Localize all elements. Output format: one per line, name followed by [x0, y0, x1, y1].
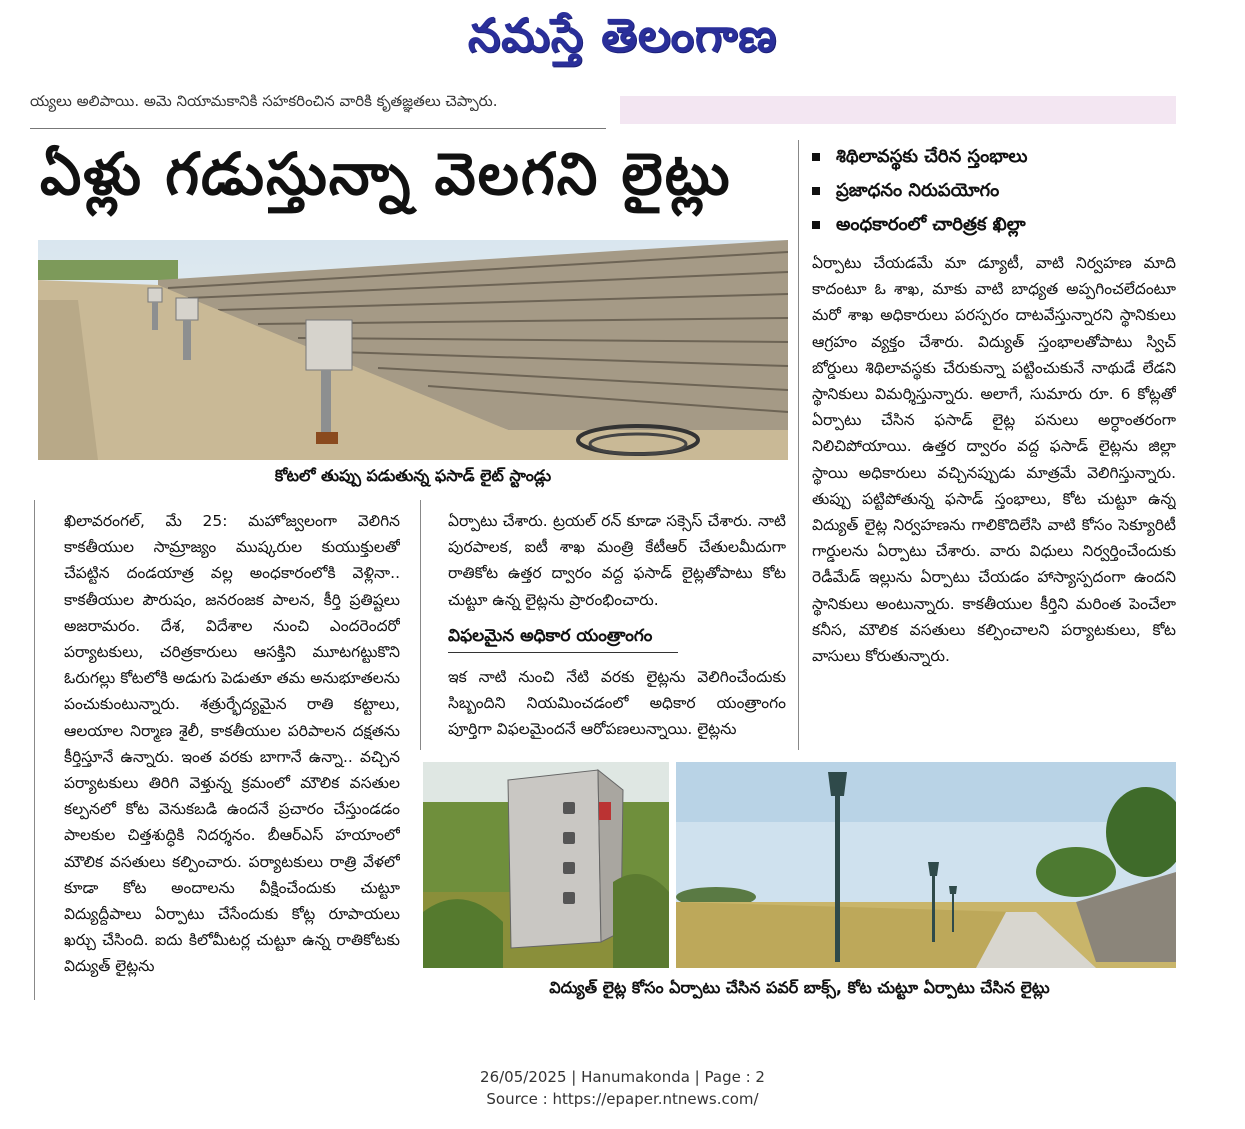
bullet-icon	[812, 221, 820, 229]
column-divider	[34, 500, 35, 1000]
fort-wall-photo	[38, 240, 788, 460]
article-column-2b	[448, 664, 786, 748]
headline: ఏళ్లు గడుస్తున్నా వెలగని లైట్లు	[40, 140, 732, 208]
subheading: విఫలమైన అధికార యంత్రాంగం	[448, 626, 653, 646]
article-body-text: ఖిలావరంగల్‌, మే 25: మహోజ్వలంగా వెలిగిన కాకతీయుల సామ్రాజ్యం ముష్కరుల కుయుక్తులతో చేపట్టిన దండయాత్ర వల్ల అంధకారంలోకి వెళ్లినా.. కాకతీయుల పౌరుషం, జనరంజక పాలన, కీర్తి ప్రతిష్టలు అజరామరం. దేశ, విదేశాల నుంచి ఎందరెందరో పర్యాటకులు, చరిత్రకారులు ఆసక్తిని మూటగట్టుకొని ఓరుగల్లు కోటలోకి అడుగు పెడుతూ తమ అనుభూతలను పంచుకుంటున్నారు. శత్రుర్భేద్యమైన రాతి కట్టాలు, ఆలయాల నిర్మాణ శైలీ, కాకతీయుల పరిపాలన దక్షతను కీర్తిస్తూనే ఉన్నారు. ఇంత వరకు బాగానే ఉన్నా.. వచ్చిన పర్యాటకులు తిరిగి వెళ్తున్న క్రమంలో మౌలిక వసతుల కల్పనలో కోట వెనుకబడి ఉందనే ప్రచారం చేస్తుండడం పాలకుల చిత్తశుద్ధికి నిదర్శనం. బీఆర్‌ఎస్‌ హయాంలో మౌలిక వసతులు కల్పించారు. పర్యాటకులు రాత్రి వేళలో కూడా కోట అందాలను వీక్షించేందుకు చుట్టూ విద్యుద్దీపాలు ఏర్పాటు చేసేందుకు కోట్ల రూపాయలు ఖర్చు చేసింది. ఐదు కిలోమీటర్ల చుట్టూ ఉన్న రాతికోటకు విద్యుత్‌ లైట్లను	[64, 512, 400, 976]
highlights-list	[812, 140, 1192, 242]
highlight-item: శిథిలావస్థకు చేరిన స్తంభాలు	[812, 140, 1192, 174]
subheading-underline	[448, 652, 678, 653]
column-divider	[420, 500, 421, 750]
photo-caption: విద్యుత్‌ లైట్ల కోసం ఏర్పాటు చేసిన పవర్‌ బాక్స్‌, కోట చుట్టూ ఏర్పాటు చేసిన లైట్లు	[549, 978, 1050, 997]
bullet-icon	[812, 153, 820, 161]
bullet-icon	[812, 187, 820, 195]
footer-date-edition: 26/05/2025 | Hanumakonda | Page : 2	[480, 1068, 765, 1086]
lamp-posts-photo	[676, 762, 1176, 968]
article-body-text: ఇక నాటి నుంచి నేటి వరకు లైట్లను వెలిగించేందుకు సిబ్బందిని నియమించడంలో అధికార యంత్రాంగం పూర్తిగా విఫలమైందనే ఆరోపణలున్నాయి. లైట్లను	[448, 668, 786, 739]
article-body-text: ఏర్పాటు చేయడమే మా డ్యూటీ, వాటి నిర్వహణ మాది కాదంటూ ఓ శాఖ, మాకు వాటి బాధ్యత అప్పగించలేదంటూ మరో శాఖ అధికారులు పరస్పరం దాటవేస్తున్నారని స్థానికులు ఆగ్రహం వ్యక్తం చేశారు. విద్యుత్‌ స్తంభాలతోపాటు స్విచ్‌ బోర్డులు శిథిలావస్థకు చేరుకున్నా పట్టించుకునే నాథుడే లేడని స్థానికులు విమర్శిస్తున్నారు. అలాగే, సుమారు రూ. 6 కోట్లతో ఏర్పాటు చేసిన ఫసాడ్‌ లైట్ల పనులు అర్ధాంతరంగా నిలిచిపోయాయి. ఉత్తర ద్వారం వద్ద ఫసాడ్‌ లైట్లను జిల్లా స్థాయి అధికారులు వచ్చినప్పుడు మాత్రమే వెలిగిస్తున్నారు. తుప్పు పట్టిపోతున్న ఫసాడ్‌ స్తంభాలు, కోట చుట్టూ ఉన్న విద్యుత్‌ లైట్ల నిర్వహణను గాలికొదిలేసి వాటి కోసం సెక్యూరిటీ గార్డులను ఏర్పాటు చేశారు. వారు విధులు నిర్వర్తించేందుకు రెడీమేడ్‌ ఇల్లును ఏర్పాటు చేయడం హాస్యాస్పదంగా ఉందని స్థానికులు అంటున్నారు. కాకతీయుల కీర్తిని మరింత పెంచేలా కనీస, మౌలిక వసతులు కల్పించాలని పర్యాటకులు, కోట వాసులు కోరుతున్నారు.	[812, 254, 1176, 666]
highlight-item: అంధకారంలో చారిత్రక ఖిల్లా	[812, 208, 1192, 242]
column-divider	[798, 140, 799, 750]
adjacent-story-band	[620, 96, 1176, 124]
previous-story-fragment: య్యలు అలిపాయి. అమె నియామకానికి సహకరించిన వారికి కృతజ్ఞతలు చెప్పారు.	[30, 92, 498, 110]
article-column-2	[448, 508, 786, 620]
divider	[30, 128, 606, 129]
article-column-3	[812, 250, 1176, 746]
footer-source: Source : https://epaper.ntnews.com/	[486, 1090, 759, 1108]
power-box-photo	[423, 762, 669, 968]
highlight-item: ప్రజాధనం నిరుపయోగం	[812, 174, 1192, 208]
article-column-1	[64, 508, 400, 1002]
article-body-text: ఏర్పాటు చేశారు. ట్రయల్‌ రన్‌ కూడా సక్సెస్‌ చేశారు. నాటి పురపాలక, ఐటీ శాఖ మంత్రి కేటీఆర్‌ చేతులమీదుగా రాతికోట ఉత్తర ద్వారం వద్ద ఫసాడ్‌ లైట్లతోపాటు కోట చుట్టూ ఉన్న లైట్లను ప్రారంభించారు.	[448, 512, 786, 609]
photo-caption: కోటలో తుప్పు పడుతున్న ఫసాడ్‌ లైట్‌ స్టాండ్లు	[274, 466, 552, 485]
masthead-logo: నమస్తే తెలంగాణ	[467, 8, 778, 62]
